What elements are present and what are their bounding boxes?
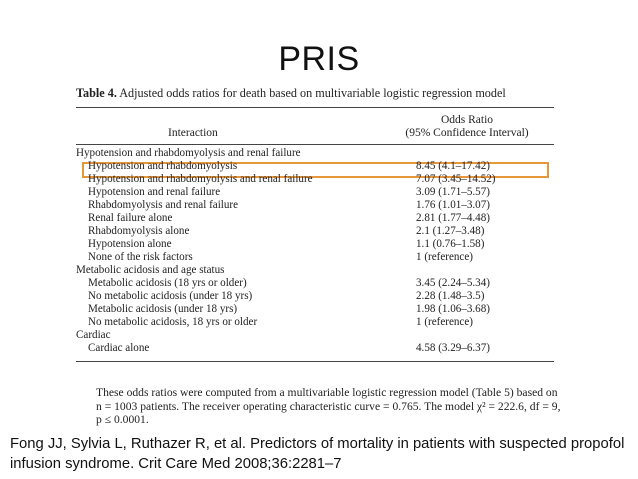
row-label: Metabolic acidosis (under 18 yrs)	[88, 303, 238, 315]
row-odds-ratio: 1.98 (1.06–3.68)	[416, 303, 490, 315]
odds-ratio-table	[76, 86, 551, 362]
row-label: Rhabdomyolysis and renal failure	[88, 199, 239, 211]
table-row	[76, 173, 554, 186]
row-label: Hypotension and rhabdomyolysis and renal failure	[76, 147, 301, 159]
table-row	[76, 290, 554, 303]
table-row	[76, 199, 554, 212]
table-footnote: These odds ratios were computed from a multivariable logistic regression model (Table 5) based on n = 1003 patients. The receiver operating characteristic curve = 0.765. The model χ² = 222.6, df = 9, p ≤ 0.0001.	[96, 386, 561, 426]
row-odds-ratio: 3.45 (2.24–5.34)	[416, 277, 490, 289]
column-header-confidence-interval: (95% Confidence Interval)	[405, 127, 529, 139]
row-label: Hypotension alone	[88, 238, 172, 250]
row-odds-ratio: 8.45 (4.1–17.42)	[416, 160, 490, 172]
row-odds-ratio: 1.1 (0.76–1.58)	[416, 238, 485, 250]
table-caption-text: Adjusted odds ratios for death based on multivariable logistic regression model	[119, 86, 506, 100]
table-bottom-rule	[76, 361, 554, 362]
table-row	[76, 225, 554, 238]
table-group-header	[76, 147, 554, 160]
row-label: No metabolic acidosis (under 18 yrs)	[88, 290, 253, 302]
row-odds-ratio: 1.76 (1.01–3.07)	[416, 199, 490, 211]
table-row	[76, 238, 554, 251]
table-row	[76, 277, 554, 290]
table-row	[76, 316, 554, 329]
row-odds-ratio: 2.28 (1.48–3.5)	[416, 290, 485, 302]
row-label: Cardiac	[76, 329, 111, 341]
table-caption	[76, 86, 551, 101]
table-caption-label: Table 4.	[76, 86, 117, 100]
row-odds-ratio: 7.07 (3.45–14.52)	[416, 173, 496, 185]
slide-title: PRIS	[278, 40, 360, 78]
row-label: Cardiac alone	[88, 342, 150, 354]
row-label: Metabolic acidosis and age status	[76, 264, 225, 276]
table-row	[76, 342, 554, 355]
table-group-header	[76, 329, 554, 342]
row-label: Rhabdomyolysis alone	[88, 225, 190, 237]
row-odds-ratio: 1 (reference)	[416, 316, 473, 328]
table-row	[76, 212, 554, 225]
column-header-interaction: Interaction	[168, 127, 218, 139]
row-odds-ratio: 4.58 (3.29–6.37)	[416, 342, 490, 354]
table-header	[76, 108, 554, 140]
row-odds-ratio: 3.09 (1.71–5.57)	[416, 186, 490, 198]
table-row	[76, 303, 554, 316]
row-label: Hypotension and rhabdomyolysis and renal failure	[88, 173, 313, 185]
table-body	[76, 147, 554, 355]
row-label: Hypotension and renal failure	[88, 186, 221, 198]
table-row	[76, 160, 554, 173]
column-header-odds-ratio: Odds Ratio	[440, 114, 494, 126]
row-odds-ratio: 1 (reference)	[416, 251, 473, 263]
row-label: Renal failure alone	[88, 212, 173, 224]
row-label: Hypotension and rhabdomyolysis	[88, 160, 238, 172]
row-label: None of the risk factors	[88, 251, 193, 263]
table-group-header	[76, 264, 554, 277]
row-odds-ratio: 2.1 (1.27–3.48)	[416, 225, 485, 237]
table-header-rule	[76, 144, 554, 145]
row-label: Metabolic acidosis (18 yrs or older)	[88, 277, 247, 289]
row-label: No metabolic acidosis, 18 yrs or older	[88, 316, 258, 328]
row-odds-ratio: 2.81 (1.77–4.48)	[416, 212, 490, 224]
table-row	[76, 186, 554, 199]
table-row	[76, 251, 554, 264]
citation: Fong JJ, Sylvia L, Ruthazer R, et al. Predictors of mortality in patients with suspected propofol infusion syndrome. Crit Care Med 2008;36:2281–7	[10, 436, 625, 472]
